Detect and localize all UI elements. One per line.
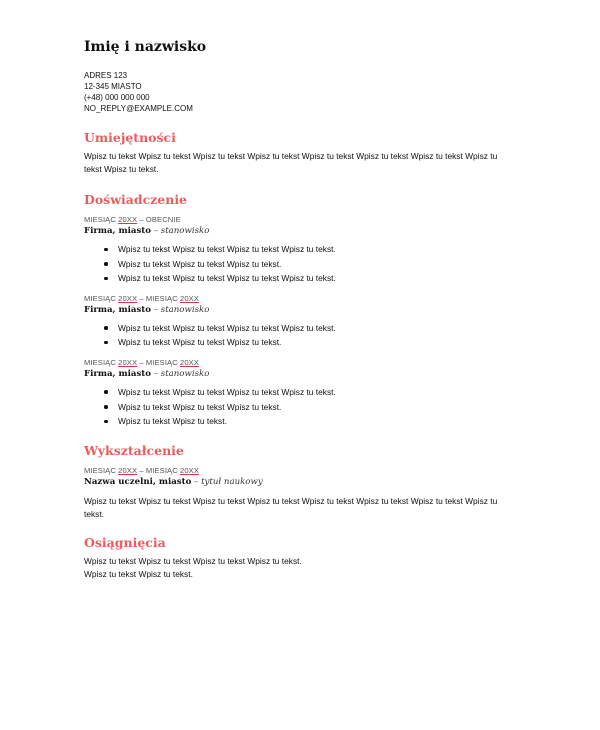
job-bullets <box>84 385 514 429</box>
year-marker: 20XX <box>180 357 199 367</box>
resume-content <box>84 38 514 581</box>
year-marker: 20XX <box>118 357 138 367</box>
job-bullets <box>84 321 514 350</box>
email-line[interactable]: NO_REPLY@EXAMPLE.COM <box>84 104 193 113</box>
contact-block <box>84 70 514 114</box>
job-bullets <box>84 242 514 286</box>
job-title-line[interactable]: Firma, miasto – stanowisko <box>84 304 210 315</box>
city-line[interactable]: 12-345 MIASTO <box>84 82 142 91</box>
education-title-line[interactable]: Nazwa uczelni, miasto – tytuł naukowy <box>84 476 263 487</box>
year-marker: 20XX <box>118 293 138 303</box>
bullet-item[interactable]: Wpisz tu tekst Wpisz tu tekst Wpisz tu tekst Wpisz tu tekst. <box>104 271 514 286</box>
phone-line[interactable]: (+48) 000 000 000 <box>84 93 150 102</box>
achievements-text <box>84 555 514 581</box>
achievements-heading[interactable]: Osiągnięcia <box>84 534 166 550</box>
year-marker: 20XX <box>118 465 138 475</box>
bullet-item[interactable]: Wpisz tu tekst Wpisz tu tekst Wpisz tu tekst Wpisz tu tekst. <box>104 242 514 257</box>
education-date[interactable]: MIESIĄC 20XX – MIESIĄC 20XX <box>84 465 199 475</box>
achievement-line[interactable]: Wpisz tu tekst Wpisz tu tekst. <box>84 568 193 579</box>
job-date[interactable]: MIESIĄC 20XX – MIESIĄC 20XX <box>84 293 199 303</box>
job-date[interactable]: MIESIĄC 20XX – MIESIĄC 20XX <box>84 357 199 367</box>
achievement-line[interactable]: Wpisz tu tekst Wpisz tu tekst Wpisz tu tekst Wpisz tu tekst. <box>84 555 302 566</box>
year-marker: 20XX <box>180 293 199 303</box>
person-name[interactable]: Imię i nazwisko <box>84 39 207 55</box>
education-text[interactable]: Wpisz tu tekst Wpisz tu tekst Wpisz tu tekst Wpisz tu tekst Wpisz tu tekst Wpisz tu tekst Wpisz tu tekst Wpisz tu tekst. <box>84 495 498 519</box>
bullet-item[interactable]: Wpisz tu tekst Wpisz tu tekst Wpisz tu tekst. <box>104 335 514 350</box>
job-date[interactable]: MIESIĄC 20XX – OBECNIE <box>84 215 181 224</box>
year-marker: 20XX <box>118 215 138 224</box>
bullet-item[interactable]: Wpisz tu tekst Wpisz tu tekst. <box>104 414 514 429</box>
bullet-item[interactable]: Wpisz tu tekst Wpisz tu tekst Wpisz tu tekst Wpisz tu tekst. <box>104 321 514 336</box>
bullet-item[interactable]: Wpisz tu tekst Wpisz tu tekst Wpisz tu tekst. <box>104 257 514 272</box>
skills-text[interactable]: Wpisz tu tekst Wpisz tu tekst Wpisz tu tekst Wpisz tu tekst Wpisz tu tekst Wpisz tu tekst Wpisz tu tekst Wpisz tu tekst Wpisz tu tekst. <box>84 151 498 174</box>
bullet-item[interactable]: Wpisz tu tekst Wpisz tu tekst Wpisz tu tekst Wpisz tu tekst. <box>104 385 514 400</box>
bullet-item[interactable]: Wpisz tu tekst Wpisz tu tekst Wpisz tu tekst. <box>104 400 514 415</box>
skills-heading[interactable]: Umiejętności <box>84 130 176 145</box>
education-heading[interactable]: Wykształcenie <box>84 442 184 458</box>
job-title-line[interactable]: Firma, miasto – stanowisko <box>84 368 210 379</box>
experience-heading[interactable]: Doświadczenie <box>84 192 188 207</box>
year-marker: 20XX <box>180 465 199 475</box>
job-title-line[interactable]: Firma, miasto – stanowisko <box>84 226 210 236</box>
job-entry <box>84 357 514 429</box>
address-line[interactable]: ADRES 123 <box>84 71 128 80</box>
job-entry <box>84 214 514 286</box>
job-entry <box>84 293 514 350</box>
